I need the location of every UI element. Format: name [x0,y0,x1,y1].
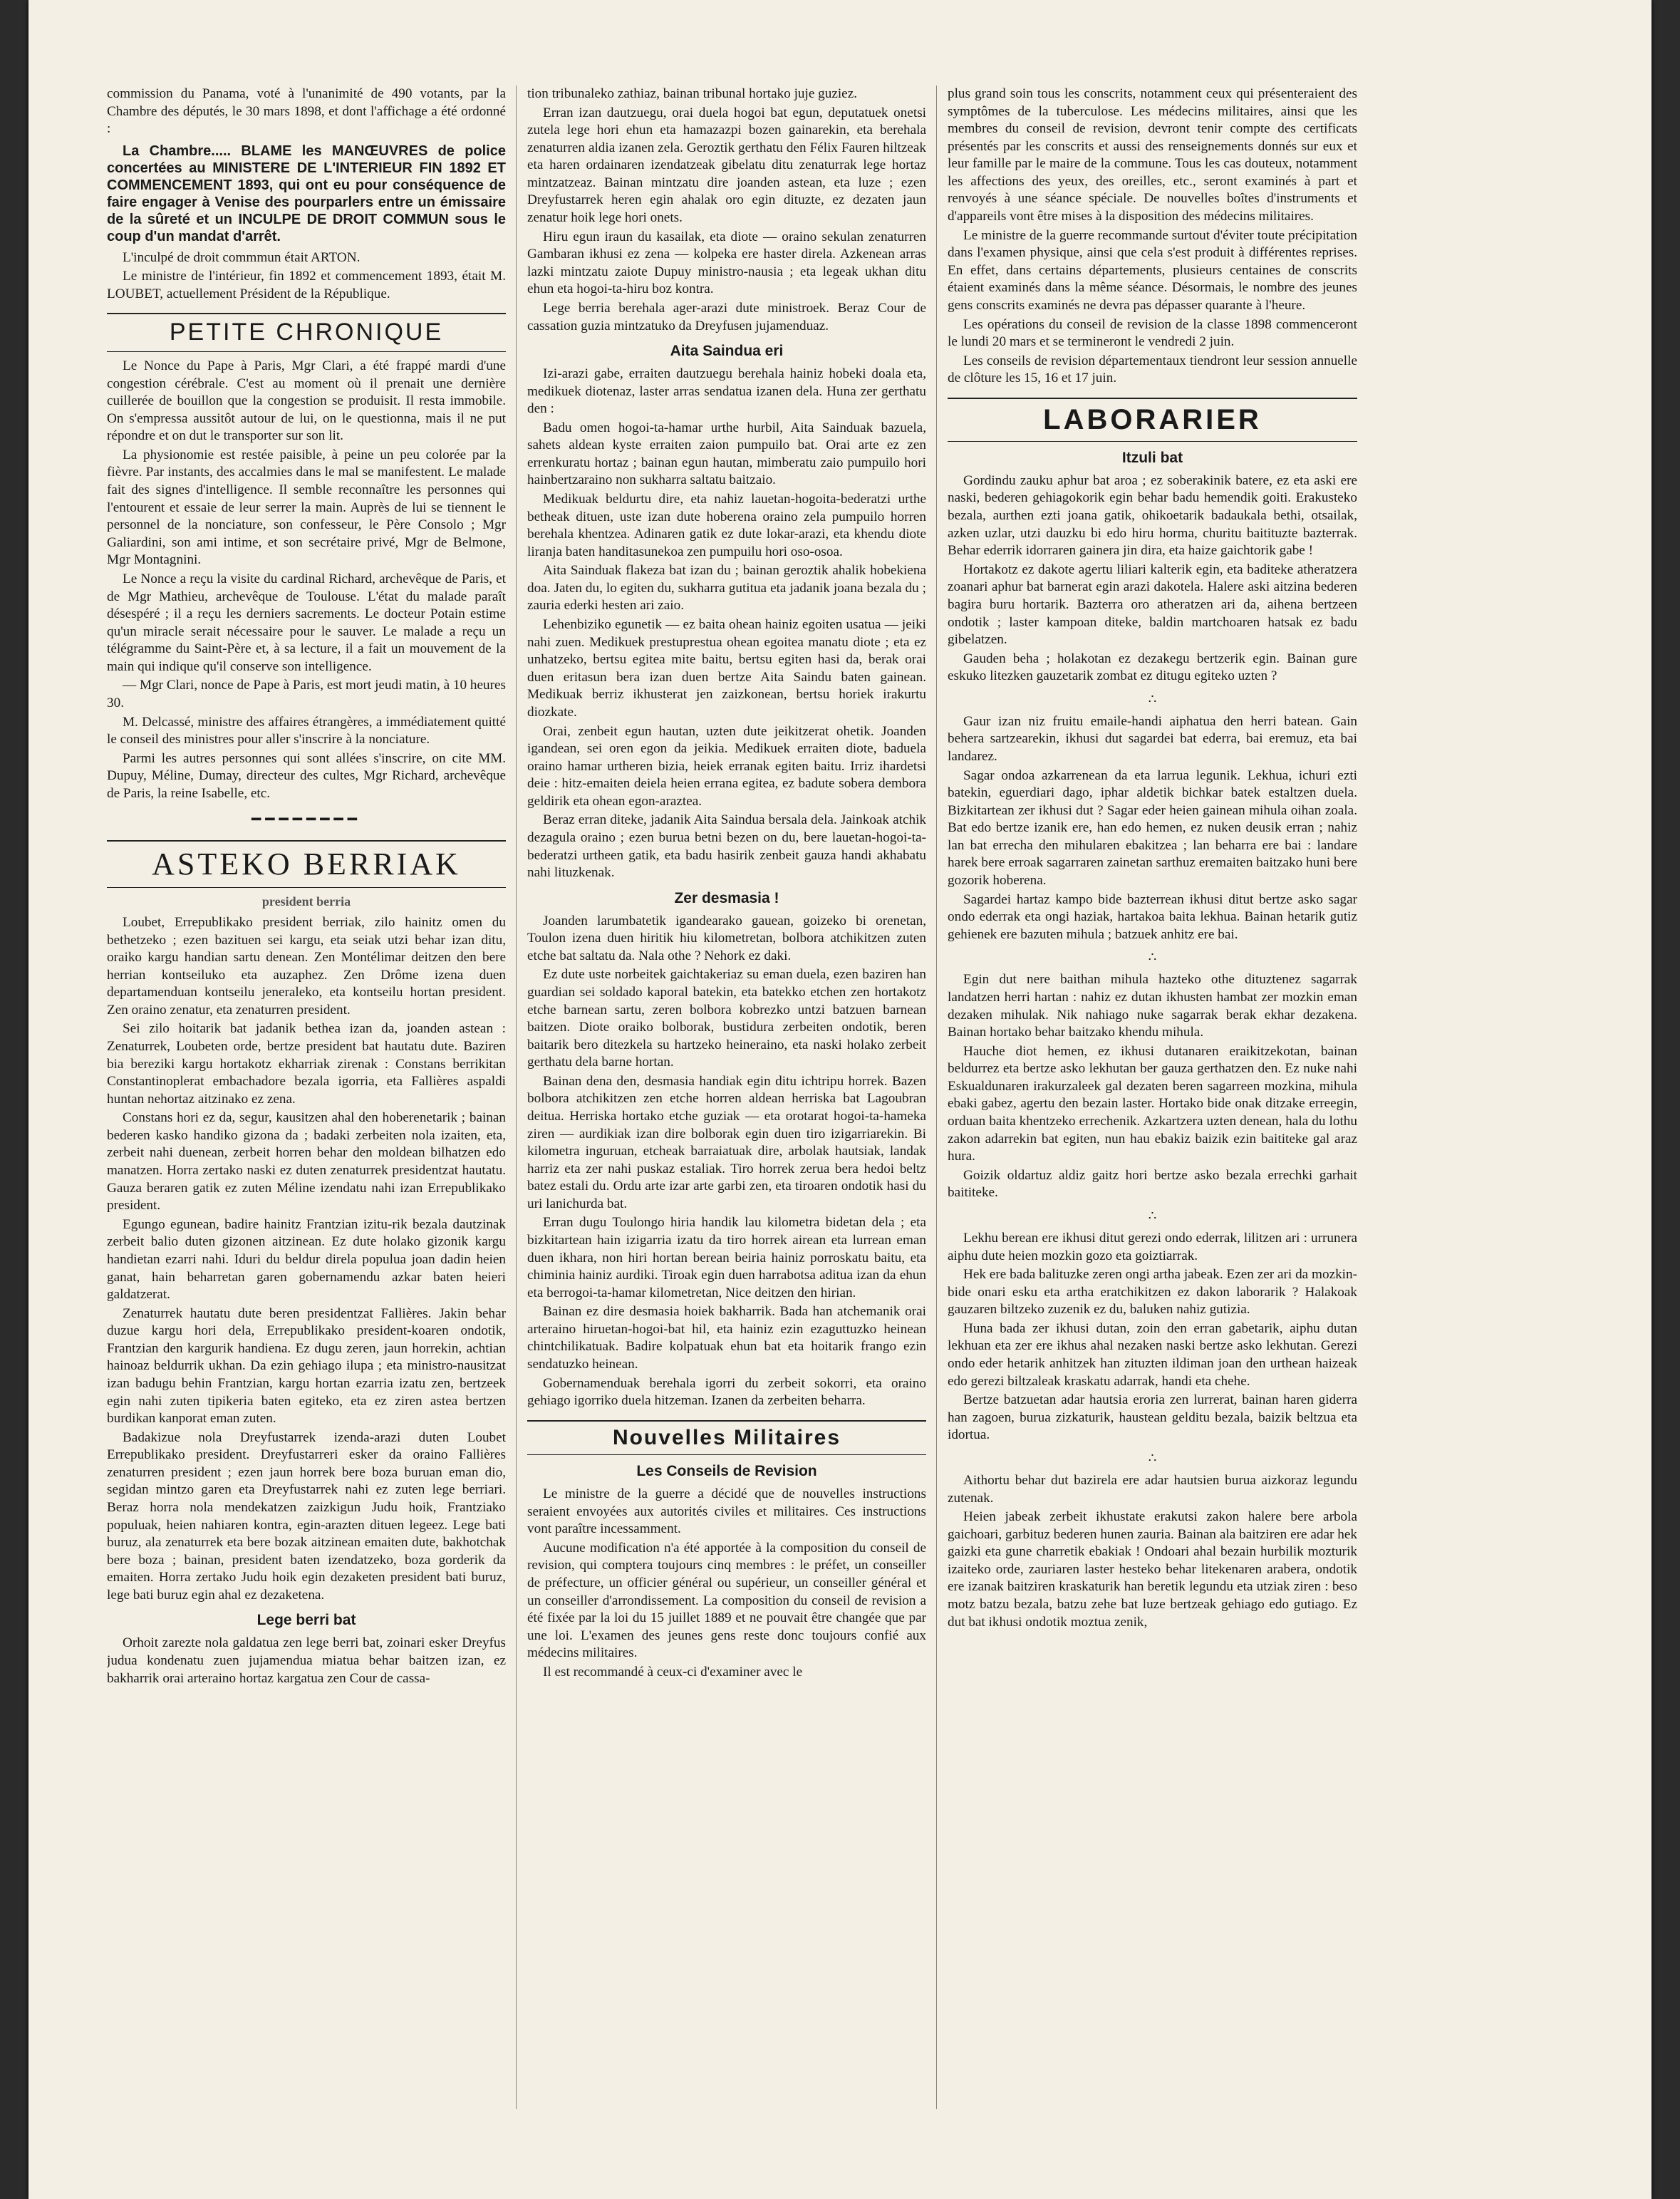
paragraph: Le Nonce a reçu la visite du cardinal Richard, archevêque de Paris, et de Mgr Mathieu, archevêque de Toulouse. L'état du malade paraît désespéré ; il a reçu les derniers sacrements. Le docteur Potain estime qu'un miracle serait nécessaire pour le sauver. Le malade a reçu un télégramme du Saint-Père et, à sa lecture, il a fait un mouvement de la main qui indique qu'il conserve son intelligence. [107,571,506,674]
column-2 [527,86,926,2180]
asterism-divider: ∴ [1148,950,1157,965]
paragraph: Lehenbiziko egunetik — ez baita ohean hainiz egoiten usatua — jeiki nahi zuen. Medikuek prestuprestua ohean egoitea manatu diote ; eta ez unhatzeko, bertsu egitea mite baitu, bertsu egiten hasi da, berak orai duen eritasun bera izan duen bertze Aita Saindu baten gainean. Medikuak berriz ikhusterat jen zaizkonean, bertsu horiek irakurtu diozkate. [527,617,926,720]
paragraph: M. Delcassé, ministre des affaires étrangères, a immédiatement quitté le conseil des ministres pour aller s'inscrire à la nonciature. [107,714,506,747]
paragraph: Lekhu berean ere ikhusi ditut gerezi ondo ederrak, lilitzen ari : urrunera aiphu dute heien mozkin gozo eta goiztiarrak. [948,1230,1357,1263]
column-3 [948,86,1357,2180]
intro-paragraph: commission du Panama, voté à l'unanimité de 490 votants, par la Chambre des députés, le 30 mars 1898, et dont l'affichage a été ordonné : [107,86,506,137]
paragraph: Beraz erran diteke, jadanik Aita Saindua bersala dela. Jainkoak atchik dezagula oraino ; ezen burua betni bezen on du, bere lauetan-hogoi-ta-bederatzi urtheen gatik, eta badu hasirik zenbeit gauza handi akhabatu nahi lituzkenak. [527,812,926,881]
paragraph: Gobernamenduak berehala igorri du zerbeit sokorri, eta oraino gehiago igorriko duela hitzeman. Izanen da zerbeiten beharra. [527,1375,926,1409]
paragraph: Hauche diot hemen, ez ikhusi dutanaren eraikitzekotan, bainan beldurrez eta bertze asko lekhutan ber gauza gerthatzen den. Ez nuke nahi Eskualdunaren irakurzaleek gal dezaten beren sagarreen mozkina, mihula ebaki gabez, agertu den bezain laster. Hortako bide onak ditzake erreegin, orduan baita khentzeko errechenik. Azkartzera uzten denean, hala du lothu zakon adarrekin bat egiten, nun hau ebakiz baizik ezin baititeke gal araz hura. [948,1043,1357,1164]
paragraph: Joanden larumbatetik igandearako gauean, goizeko bi orenetan, Toulon izena duen hiritik hiu kilometretan, bolbora atchikitzen zuten etche bat saltatu da. Nala othe ? Nehork ez daki. [527,913,926,963]
paragraph: Le ministre de la guerre a décidé que de nouvelles instructions seraient envoyées aux autorités civiles et militaires. Ces instructions vont paraître incessamment. [527,1486,926,1537]
paragraph: Zenaturrek hautatu dute beren presidentzat Fallières. Jakin behar duzue kargu hori dela, Errepublikako president-koaren ondotik, Frantzian den kargurik handiena. Ez dugu zeren, jaun horrekin, achtian hainoaz beldurrik ukhan. Da ezin gehiago ilupa ; eta ministro-nausitzat izan badugu behin Frantzian, kargu hortan ezarria izatu zen, bertzeek egin nahi zuten tipikeria baten egiteko, eta ez ziren astea bertzen burdikan kanporat eman zuten. [107,1305,506,1427]
paragraph: L'inculpé de droit commmun était ARTON. [123,249,361,265]
paragraph: Loubet, Errepublikako president berriak, zilo hainitz omen du bethetzeko ; ezen bazituen sei kargu, eta seiak utzi behar izan ditu, oraiko kargu handian sartu denean. Zen Montélimar deitzen den bere herrian kontseiluko eta auzaphez. Zen Drôme izena duen departamenduan kontseilu jeneraleko, eta kontseilu hortan president. Zen oraino zenatur, eta zenaturren president. [107,914,506,1018]
paragraph: — Mgr Clari, nonce de Pape à Paris, est mort jeudi matin, à 10 heures 30. [107,678,506,710]
section-title-nouvelles-militaires: Nouvelles Militaires [527,1420,926,1455]
paragraph: Lege berria berehala ager-arazi dute ministroek. Beraz Cour de cassation guzia mintzatuko da Dreyfusen jujamenduaz. [527,300,926,333]
paragraph: Hortakotz ez dakote agertu liliari kalterik egin, eta baditeke atheratzera zoanari aphur bat barnerat egin arazi dakotela. Halere aski aitzina bederen bagira buru hortarik. Bazterra oro atheratzen ari da, aihena bertzeen ondotik ; laster kampoan diteke, baldin martchoaren hatsak ez badu gibelatzen. [948,562,1357,648]
subheading-lege-berri: Lege berri bat [256,1612,356,1629]
column-1 [107,86,506,2180]
paragraph: Sagar ondoa azkarrenean da eta larrua legunik. Lekhua, ichuri ezti batekin, eguerdiari dago, iphar aldetik bichkar batek estaltzen duela. Bizkitartean zer ikhusi dut ? Sagar eder heien gainean mihula oihan zoala. Bat edo bertze izanik ere, han edo hemen, ez nuken deusik erran ; nahiz lan bat errecha den mihularen ebakitzea ; lan beharra ere bai : landare harek bere erroak sagarraren zainetan sarthuz eremaiten baitzako huni bere gozorik hoberena. [948,767,1357,889]
paragraph: Izi-arazi gabe, erraiten dautzuegu berehala hainiz hobeki doala eta, medikuek diotenaz, laster arras sendatua izanen dela. Huna zer gerthatu den : [527,366,926,417]
column-divider [516,86,517,2109]
paragraph: Constans hori ez da, segur, kausitzen ahal den hoberenetarik ; bainan bederen kasko handiko gizona da ; badaki zerbeiten nola izaiten, eta, zerbeit nahi duenean, zerbeit horren behar den moldean bilhatzen edo manatzen. Horra zertako naski ez duten zenaturrek presidentzat hautatu. Gauza beraren gatik ez zuten Méline izendatu nahi izan Errepublikako president. [107,1110,506,1214]
paragraph: Les opérations du conseil de revision de la classe 1898 commenceront le lundi 20 mars et se termineront le vendredi 2 juin. [948,316,1357,350]
paragraph: Aithortu behar dut bazirela ere adar hautsien burua aizkoraz legundu zutenak. [948,1472,1357,1506]
paragraph: Gaur izan niz fruitu emaile-handi aiphatua den herri batean. Gain behera sartzearekin, ikhusi dut sagardei bat ederra, bai eremuz, eta bai landarez. [948,713,1357,765]
paragraph: Sei zilo hoitarik bat jadanik bethea izan da, joanden astean : Zenaturrek, Loubeten orde, bertze president bat hautatu dute. Baziren bia bereziki kargu hortakotz ekharriak zirenak : Constans berrikitan Constantinoplerat embachadore bezala igorria, eta Fallières aspaldi huntan nehortaz aitzinako ez zena. [107,1021,506,1107]
paragraph: Aucune modification n'a été apportée à la composition du conseil de revision, qui comptera toujours cinq membres : le préfet, un conseiller de préfecture, un officier général ou supérieur, un conseiller général et un conseiller d'arrondissement. La composition du conseil de revision a été fixée par la loi du 15 juillet 1889 et ne pouvait être changée que par une loi. L'examen des jeunes gens reste donc toujours confié aux médecins militaires. [527,1540,926,1661]
paragraph: Bainan dena den, desmasia handiak egin ditu ichtripu horrek. Bazen bolbora atchikitzen zen etche horren aldean herriska bat Lagoubran deitua. Herriska hortako etche guziak — eta orotarat hogoi-ta-hameka ziren — aurdikiak izan dire bolborak egin duen tiro izigarriarekin. Bi kilometra inguruan, etcheak barraiatuak dire, arbolak hautsiak, landak harriz eta zer nahi puskaz estaliak. Tiro horrek zerua bera hedoi beltz batez estali du. Ordu arte izar arte garbi zen, eta tiroaren ondotik hasi du uri lanichurda bat. [527,1073,926,1211]
column-divider [936,86,937,2109]
paragraph: Heien jabeak zerbeit ikhustate erakutsi zakon halere bere arbola gaichoari, garbituz bederen hunen zauria. Bainan ala baitziren ere adar hek gaizki eta gune charretik ebakiak ! Ondoari ahal bezain hurbilik mozturik izaiteko orde, zauriaren laster hesteko behar litekenaren arabera, ondotik ere izanak baitziren kraskaturik han beretik legundu eta utziak ziren : beso motz batzu bezala, batzu zehe bat luze bertzeak gehiago edo gutiago. Ez dut bat ikhusi ondotik moztua zenik, [948,1509,1357,1630]
paragraph: Les conseils de revision départementaux tiendront leur session annuelle de clôture les 15, 16 et 17 juin. [948,353,1357,386]
subheading-conseils-revision: Les Conseils de Revision [636,1463,817,1480]
paragraph: Ez dute uste norbeitek gaichtakeriaz su eman duela, ezen baziren han guardian sei soldado kaporal batekin, eta batekko etchen zen hortakotz etche barnean sartu, zeren bolbora kobrezko untzi batzuen barnean baitzen. Diote oraiko bolborak, bustidura zerbeiten ondotik, beren baitarik bero ditezkela su hartzeko heineraino, eta naski holako zerbeit gerthatu dela barne hortan. [527,967,926,1070]
paragraph: plus grand soin tous les conscrits, notamment ceux qui présenteraient des symptômes de la tuberculose. Les médecins militaires, ainsi que les membres du conseil de revision, devront tenir compte des certificats présentés par les conscrits et aussi des renseignements donnés sur eux et leur famille par le maire de la commune. Tous les cas douteux, notamment les affections des yeux, des oreilles, etc., seront examinés à part et renvoyés à une séance spéciale. De nouvelles boîtes d'instruments et d'appareils vont être mises à la disposition des médecins militaires. [948,86,1357,224]
paragraph: tion tribunaleko zathiaz, bainan tribunal hortako juje guziez. [527,86,858,101]
section-title-asteko-berriak: ASTEKO BERRIAK [107,840,506,888]
subheading-cut: president berria [261,894,351,909]
paragraph: Bertze batzuetan adar hautsia eroria zen lurrerat, bainan haren giderra han zagoen, burua zizkaturik, haustean gelditu bezala, baizik beltzua eta idortua. [948,1392,1357,1443]
asterism-divider: ∴ [1148,1450,1157,1465]
paragraph: Sagardei hartaz kampo bide bazterrean ikhusi ditut bertze asko sagar ondo ederrak eta ongi haziak, hartakoa baita lekhua. Bainan hetarik gutiz gehienek ere bazuten mihula ; batzuek anhitz ere bai. [948,891,1357,942]
paragraph: Gauden beha ; holakotan ez dezakegu bertzerik egin. Bainan gure eskuko litezken gauzetarik zombat ez ditugu egiteko uzten ? [948,651,1357,684]
paragraph: Le Nonce du Pape à Paris, Mgr Clari, a été frappé mardi d'une congestion cérébrale. C'est au moment où il prenait une dernière cuillerée de bouillon que la congestion se produisit. Il resta immobile. On s'empressa aussitôt autour de lui, on le questionna, mais il ne put répondre et on dut le transporter sur son lit. [107,358,506,444]
paragraph: Bainan ez dire desmasia hoiek bakharrik. Bada han atchemanik orai arteraino hiruetan-hogoi-bat hil, eta hainiz ezin ezaguttuzko heinean chintchilikatuak. Badire kolpatuak ehun bat eta hoitarik frango ezin sendatuzko heinean. [527,1304,926,1372]
paragraph: Le ministre de la guerre recommande surtout d'éviter toute précipitation dans l'examen physique, ainsi que cela s'est produit à différentes reprises. En effet, dans certains départements, plusieurs centaines de conscrits étaient examinés dans la même séance. Désormais, le nombre des jeunes gens conscrits examinés ne devra pas dépasser quarante à l'heure. [948,227,1357,313]
paragraph: Erran dugu Toulongo hiria handik lau kilometra bidetan dela ; eta bizkitartean hain izigarria izatu da tiro horrek airean eta lurrean eman duen ikhara, non hiri hortan berean beiria hainiz porroskatu baitu, eta chiminia hainiz aurdiki. Tiroak egin duen harrabotsa aditua izan da ehun eta berrogoi-ta-hamar kilometretan, Nice deitzen den hirian. [527,1215,926,1300]
section-title-laborarier: LABORARIER [948,398,1357,442]
subheading-itzuli-bat: Itzuli bat [1121,450,1183,467]
paragraph: Le ministre de l'intérieur, fin 1892 et commencement 1893, était M. LOUBET, actuellement Président de la République. [107,269,506,301]
paragraph: La physionomie est restée paisible, à peine un peu colorée par la fièvre. Par instants, des accalmies dans le mal se manifestent. Le malade fait des signes d'intelligence. Il semble reconnaître les personnes qui l'entourent et essaie de leur serrer la main. Auprès de lui se tiennent le personnel de la nonciature, son confesseur, le Père Consolo ; Mgr Galiardini, son ami intime, et son secrétaire privé, Mgr de Belmone, Mgr Montagnini. [107,447,506,568]
blame-statement: La Chambre..... BLAME les MANŒUVRES de police concertées au MINISTERE DE L'INTERIEUR FIN 1892 ET COMMENCEMENT 1893, qui ont eu pour conséquence de faire engager à Venise des pourparlers entre un émissaire de la sûreté et un INCULPE DE DROIT COMMUN sous le coup d'un mandat d'arrêt. [107,143,506,244]
section-title-petite-chronique: PETITE CHRONIQUE [107,313,506,352]
paragraph: Egungo egunean, badire hainitz Frantzian izitu-rik bezala dautzinak zerbeit balio duten gizonen aitzinean. Ez dute holako gizonik kargu handietan ezarri nahi. Iduri du beldur direla populua joan dadin heien ganat, hain beharretan garen gobernamendu azkar baten heieri galdatzerat. [107,1216,506,1303]
paragraph: Orai, zenbeit egun hautan, uzten dute jeikitzerat ohetik. Joanden igandean, sei oren egon da jeikia. Medikuek erraiten diote, baduela oraino hamar urtheren bizia, heiek erranak egiten baitu. Irriz ihardetsi deie : hitz-emaiten deiela heien errana egitea, ez badute sobera dembora geldirik eta ohean egon-araztea. [527,723,926,809]
asterism-divider: ∴ [1148,1208,1157,1223]
subheading-aita-saindua: Aita Saindua eri [670,343,784,360]
paragraph: Erran izan dautzuegu, orai duela hogoi bat egun, deputatuek onetsi zutela lege hori ehun eta hamazazpi bozen gainarekin, eta berehala zenaturren aldia izanen zela. Geroztik gerthatu den Félix Fauren hiltzeak eta haren ordainaren izendatzeak gibelatu ditu zenaturrak lege hortaz mintzatzeaz. Bainan mintzatu dire joanden astean, eta luze ; ezen Dreyfustarrek heren egin ahalak oro egin dituzte, ez dezaten jaun zenatur hoik lege hori onets. [527,105,926,226]
paragraph: Egin dut nere baithan mihula hazteko othe dituztenez sagarrak landatzen herri hartan : nahiz ez dutan ikhusten hambat zer mozkin eman dezaken mihulak. Nik nahiago nuke sagarrak berak ekhar dezakena. Bainan hortako behar baitzako khendu mihula. [948,972,1357,1040]
paragraph: Aita Sainduak flakeza bat izan du ; bainan geroztik ahalik hobekiena doa. Jaten du, lo egiten du, sukharra gutitua eta jadanik joana bezala du ; zauria ederki hesten ari zaio. [527,563,926,614]
paragraph: Badakizue nola Dreyfustarrek izenda-arazi duten Loubet Errepublikako president. Dreyfustarreri esker da oraino Fallières zenaturren president ; ezen jaun horrek bere boza buruan eman dio, segidan mintzo garen eta Dreyfustarrek nahi ez zuten lege berriari. Beraz horra nola mendekatzen zaizkigun Judu hoik, Frantziako populuak, heien nahiaren kontra, egin-arazten dituen legeez. Lege bati buruz, ala zenaturrek eta bere bozak aitzinean emaiten dute, bakhotchak bere boza ; bainan, president baten izendatzeko, boza gorderik da emaiten. Horra zertako Judu hoik egin dezaketen president bati buruz, lege bati buruz egin ahal ez dezaketena. [107,1429,506,1603]
asterism-divider: ∴ [1148,691,1157,706]
paragraph: Orhoit zarezte nola galdatua zen lege berri bat, zoinari esker Dreyfus judua kondenatu zuen jujamendua miatua behar baitzen izan, ez bakharrik orai arteraino hortaz kargatua zen Cour de cassa- [107,1635,506,1686]
ornament-divider: ━━━━━━━━ [252,810,361,829]
paragraph: Badu omen hogoi-ta-hamar urthe hurbil, Aita Sainduak bazuela, sahets aldean kyste erraiten zaion pumpuilo bat. Orai arte ez zen errenkuratu hortaz ; bainan egun hautan, mimberatu zaio pumpuilo hori hainbertzaraino non sukharra saltatu baitzaio. [527,420,926,488]
paragraph: Hiru egun iraun du kasailak, eta diote — oraino sekulan zenaturren Gambaran ikhusi ez zena — kolpeka ere haster direla. Azkenean arras lazki mintzatu zaiote Dupuy ministro-nausia ; eta legeak ukhan ditu ehun eta hogoi-ta-hiru boz kontra. [527,229,926,297]
newspaper-page [28,0,1652,2199]
paragraph: Hek ere bada balituzke zeren ongi artha jabeak. Ezen zer ari da mozkin-bide onari esku eta artha eratchikitzen ez dakon laborarik ? Halakoak gauzaren biltzeko zuzenik ez du, baluken nahiz gutizia. [948,1267,1357,1318]
paragraph: Il est recommandé à ceux-ci d'examiner avec le [543,1664,803,1680]
paragraph: Huna bada zer ikhusi dutan, zoin den erran gabetarik, aiphu dutan lekhuan eta zer ere ikhus ahal nezaken naski bertze asko lekhutan. Gerezi ondo eder hetarik anhitzek han zituzten ildiman joan den urthean haizeak edo gerezi biltzaleak kraskatu adarrak, handi eta chehe. [948,1320,1357,1389]
subheading-zer-desmasia: Zer desmasia ! [674,889,779,906]
paragraph: Gordindu zauku aphur bat aroa ; ez soberakinik batere, ez eta aski ere naski, bederen gehiagokorik egin behar badu hemendik goiti. Erakusteko bezala, aurthen ezti joana gatik, ohikoetarik badaukala bethi, otsailak, azken uzlar, utzi dauzku bi edo hiru horma, churitu baitituzte bazterrak. Behar ederrik idorraren gainera jin dira, eta haize gaichtorik gabe ! [948,472,1357,559]
paragraph: Medikuak beldurtu dire, eta nahiz lauetan-hogoita-bederatzi urthe betheak dituen, uste izan dute hoberena oraino zela pumpuilo horren berehala khentzea. Adinaren gatik ez dute lokar-arazi, eta khendu diote liranja baten handitasunekoa zen pumpuilu hori oso-osoa. [527,492,926,559]
paragraph: Goizik oldartuz aldiz gaitz hori bertze asko bezala errechki garhait baititeke. [948,1167,1357,1201]
paragraph: Parmi les autres personnes qui sont allées s'inscrire, on cite MM. Dupuy, Méline, Dumay, directeur des cultes, Mgr Richard, archevêque de Paris, la reine Isabelle, etc. [107,750,506,801]
